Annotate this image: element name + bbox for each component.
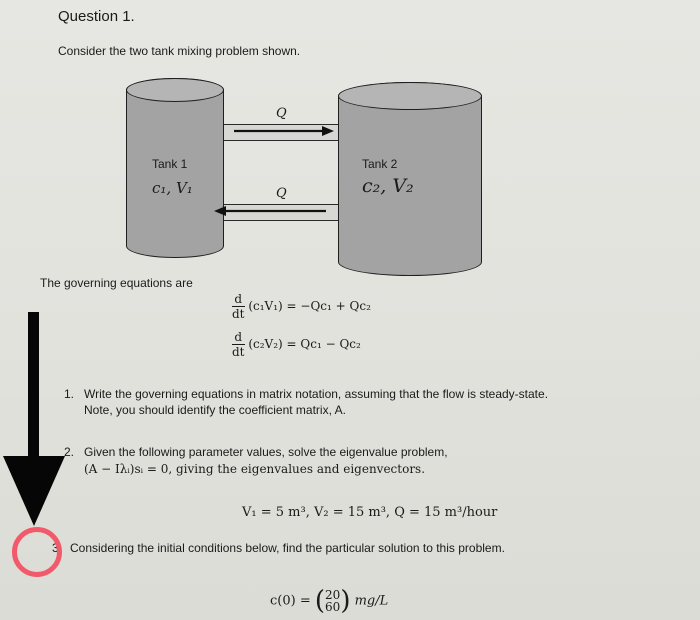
list-item: 3. Considering the initial conditions below, find the particular solution to this problem. [52, 540, 582, 574]
tank-2-label: Tank 2 [362, 157, 398, 171]
flow-arrow-left-head [214, 206, 226, 216]
parameter-values: V₁ = 5 m³, V₂ = 15 m³, Q = 15 m³/hour [242, 505, 498, 520]
item-2-text-line2: (A − Iλᵢ)sᵢ = 0, giving the eigenvalues and eigenvectors. [84, 462, 426, 476]
equation-2: $\frac{d}{dt}$ (c₂V₂) = Qc₁ − Qc₂ [232, 330, 361, 359]
item-2-text-line1: Given the following parameter values, solve the eigenvalue problem, [84, 445, 448, 459]
tank-1-label: Tank 1 [152, 157, 188, 171]
list-item: 2. Given the following parameter values, solve the eigenvalue problem, (A − Iλᵢ)sᵢ = 0, giving the eigenvalues and eigenvectors. [64, 444, 584, 478]
annotation-circle [12, 527, 62, 577]
governing-equations-label: The governing equations are [40, 276, 193, 290]
flow-arrow-right-head [322, 126, 334, 136]
item-3-text: Considering the initial conditions below, find the particular solution to this problem. [70, 541, 505, 555]
list-item: 1. Write the governing equations in matrix notation, assuming that the flow is steady-state. Note, you should identify the coefficient matrix, A. [64, 386, 584, 420]
problem-intro: Consider the two tank mixing problem shown. [58, 44, 301, 58]
flow-label-top: Q [276, 106, 287, 121]
equation-1: $\frac{d}{dt}$ (c₁V₁) = −Qc₁ + Qc₂ [232, 292, 371, 321]
question-title: Question 1. [58, 8, 135, 25]
item-1-text: Write the governing equations in matrix notation, assuming that the flow is steady-state. Note, you should identify the coefficient matrix, A. [84, 387, 549, 417]
equation-1-rhs: (c₁V₁) = −Qc₁ + Qc₂ [248, 299, 371, 313]
initial-vector: 20 60 [325, 588, 341, 614]
equation-2-rhs: (c₂V₂) = Qc₁ − Qc₂ [248, 337, 361, 351]
tank-2-variables: c₂, V₂ [362, 175, 414, 197]
flow-arrows [0, 0, 700, 300]
initial-conditions: c(0) = ( 20 60 ) mg/L [270, 586, 389, 616]
flow-label-bottom: Q [276, 186, 287, 201]
tank-1-variables: c₁, V₁ [152, 179, 193, 197]
annotation-arrow-shaft [28, 312, 39, 458]
annotation-arrow-head [0, 456, 70, 528]
